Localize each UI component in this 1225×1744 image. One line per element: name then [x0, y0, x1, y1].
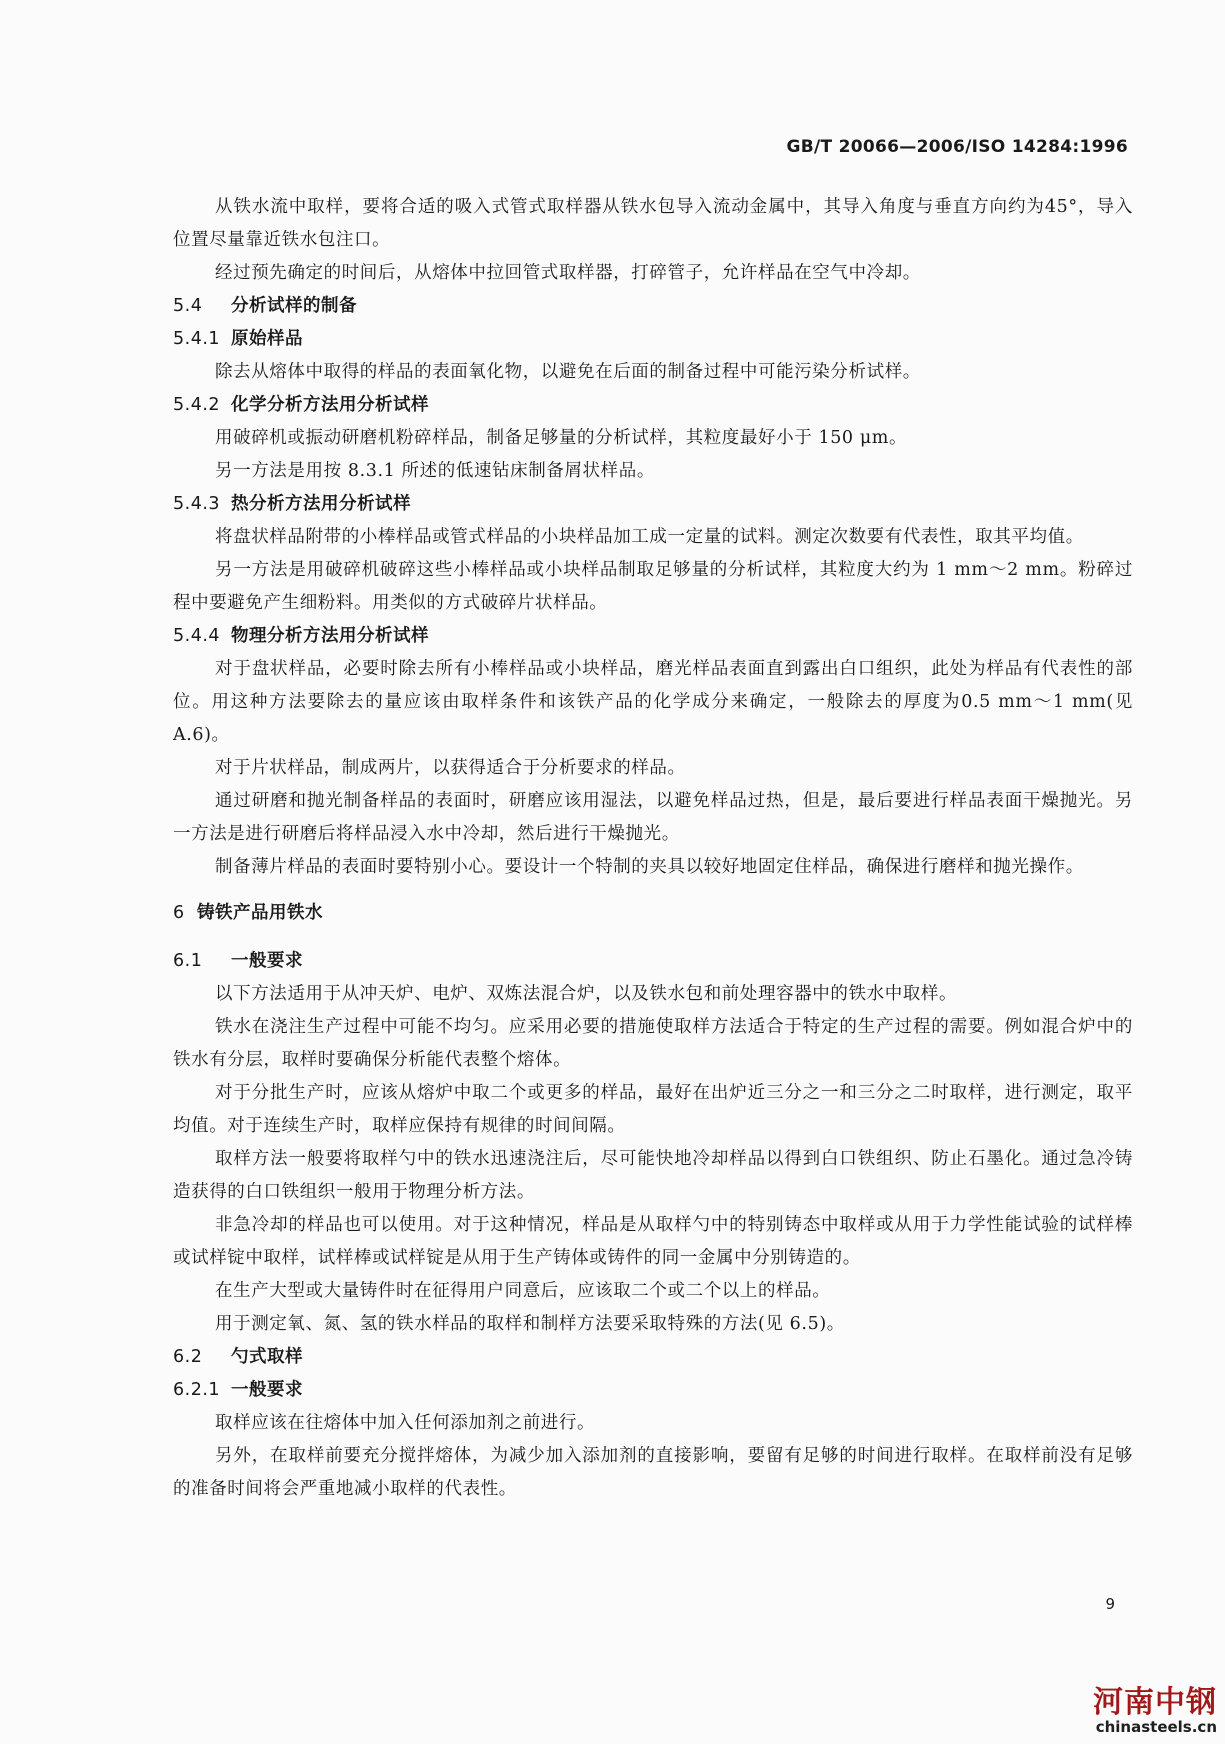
page-number: 9: [1105, 1595, 1115, 1613]
paragraph: 另外，在取样前要充分搅拌熔体，为减少加入添加剂的直接影响，要留有足够的时间进行取样。在取样前没有足够的准备时间将会严重地减小取样的代表性。: [173, 1446, 1133, 1499]
paragraph: 除去从熔体中取得的样品的表面氧化物，以避免在后面的制备过程中可能污染分析试样。: [215, 362, 921, 382]
paragraph: 制备薄片样品的表面时要特别小心。要设计一个特制的夹具以较好地固定住样品，确保进行磨样和抛光操作。: [215, 857, 1084, 877]
section-title: 一般要求: [231, 1380, 303, 1400]
section-title: 化学分析方法用分析试样: [231, 395, 429, 415]
paragraph: 另一方法是用按 8.3.1 所述的低速钻床制备屑状样品。: [215, 461, 655, 481]
paragraph: 对于分批生产时，应该从熔炉中取二个或更多的样品，最好在出炉近三分之一和三分之二时取样，进行测定，取平均值。对于连续生产时，取样应保持有规律的时间间隔。: [173, 1083, 1133, 1136]
section-number: 6.1: [173, 951, 203, 971]
paragraph: 用破碎机或振动研磨机粉碎样品，制备足够量的分析试样，其粒度最好小于 150 μm。: [215, 428, 908, 448]
section-heading: [173, 1374, 1133, 1407]
section-title: 分析试样的制备: [231, 296, 357, 316]
section-number: 5.4.1: [173, 329, 221, 349]
section-title: 物理分析方法用分析试样: [231, 626, 429, 646]
paragraph: 取样应该在往熔体中加入任何添加剂之前进行。: [215, 1413, 596, 1433]
section-title: 勺式取样: [231, 1347, 303, 1367]
watermark-domain: chinasteels.cn: [1095, 1718, 1217, 1736]
section-heading: [173, 1341, 1133, 1374]
paragraph: 对于片状样品，制成两片，以获得适合于分析要求的样品。: [215, 758, 686, 778]
section-heading: [173, 323, 1133, 356]
chapter-title: 铸铁产品用铁水: [197, 903, 323, 923]
chapter-number: 6: [173, 903, 185, 923]
paragraph: 在生产大型或大量铸件时在征得用户同意后，应该取二个或二个以上的样品。: [215, 1281, 831, 1301]
section-heading: [173, 488, 1133, 521]
paragraph: 通过研磨和抛光制备样品的表面时，研磨应该用湿法，以避免样品过热，但是，最后要进行样品表面干燥抛光。另一方法是进行研磨后将样品浸入水中冷却，然后进行干燥抛光。: [173, 791, 1133, 844]
paragraph: 对于盘状样品，必要时除去所有小棒样品或小块样品，磨光样品表面直到露出白口组织，此处为样品有代表性的部位。用这种方法要除去的量应该由取样条件和该铁产品的化学成分来确定，一般除去的厚度为0.5 mm～1 mm(见 A.6)。: [173, 659, 1133, 745]
paragraph: 用于测定氧、氮、氢的铁水样品的取样和制样方法要采取特殊的方法(见 6.5)。: [215, 1314, 845, 1334]
watermark: [1093, 1685, 1217, 1736]
section-number: 5.4.2: [173, 395, 221, 415]
paragraph: 以下方法适用于从冲天炉、电炉、双炼法混合炉，以及铁水包和前处理容器中的铁水中取样。: [215, 984, 958, 1004]
section-heading: [173, 620, 1133, 653]
paragraph: 取样方法一般要将取样勺中的铁水迅速浇注后，尽可能快地冷却样品以得到白口铁组织、防止石墨化。通过急冷铸造获得的白口铁组织一般用于物理分析方法。: [173, 1149, 1133, 1202]
section-title: 热分析方法用分析试样: [231, 494, 411, 514]
watermark-logo-text: 河南中钢: [1093, 1685, 1217, 1720]
section-number: 5.4.3: [173, 494, 221, 514]
section-title: 原始样品: [231, 329, 303, 349]
section-number: 6.2.1: [173, 1380, 221, 1400]
section-title: 一般要求: [231, 951, 303, 971]
paragraph: 从铁水流中取样，要将合适的吸入式管式取样器从铁水包导入流动金属中，其导入角度与垂直方向约为45°，导入位置尽量靠近铁水包注口。: [173, 197, 1133, 250]
paragraph: 另一方法是用破碎机破碎这些小棒样品或小块样品制取足够量的分析试样，其粒度大约为 1 mm～2 mm。粉碎过程中要避免产生细粉料。用类似的方式破碎片状样品。: [173, 560, 1133, 613]
paragraph: 经过预先确定的时间后，从熔体中拉回管式取样器，打碎管子，允许样品在空气中冷却。: [215, 263, 921, 283]
section-heading: [173, 945, 1133, 978]
section-heading: [173, 290, 1133, 323]
standard-code: GB/T 20066—2006/ISO 14284:1996: [786, 137, 1128, 157]
section-number: 6.2: [173, 1347, 203, 1367]
paragraph: 非急冷却的样品也可以使用。对于这种情况，样品是从取样勺中的特别铸态中取样或从用于力学性能试验的试样棒或试样锭中取样，试样棒或试样锭是从用于生产铸体或铸件的同一金属中分别铸造的。: [173, 1215, 1133, 1268]
chapter-heading: [173, 897, 1133, 930]
section-number: 5.4.4: [173, 626, 221, 646]
section-heading: [173, 389, 1133, 422]
paragraph: 铁水在浇注生产过程中可能不均匀。应采用必要的措施使取样方法适合于特定的生产过程的需要。例如混合炉中的铁水有分层，取样时要确保分析能代表整个熔体。: [173, 1017, 1133, 1070]
document-body: [173, 191, 1133, 1506]
paragraph: 将盘状样品附带的小棒样品或管式样品的小块样品加工成一定量的试料。测定次数要有代表性，取其平均值。: [215, 527, 1084, 547]
section-number: 5.4: [173, 296, 203, 316]
